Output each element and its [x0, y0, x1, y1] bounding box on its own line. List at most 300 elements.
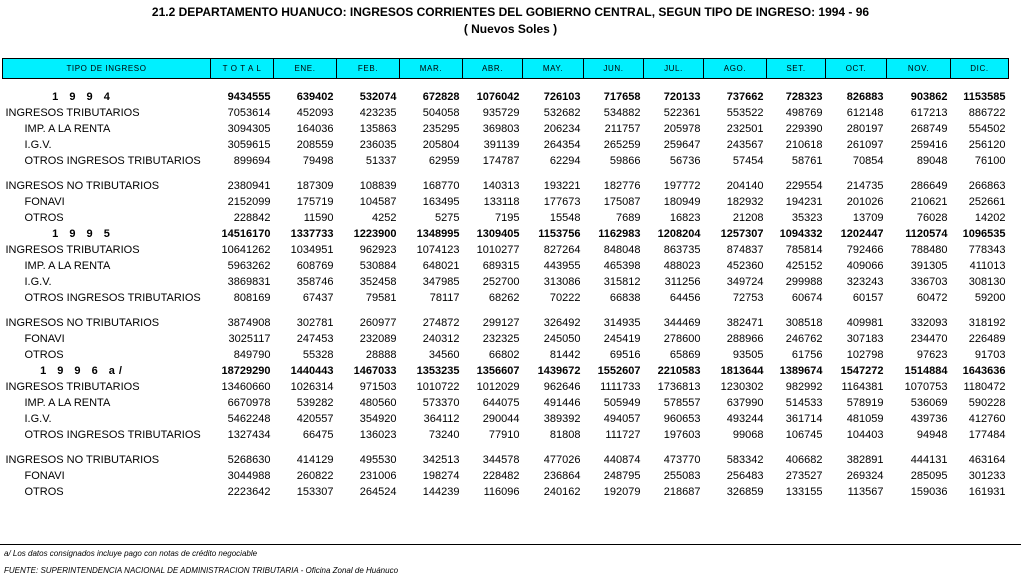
table-row: [3, 290, 1009, 306]
month-cell: 55328: [302, 349, 334, 361]
month-cell: 1012029: [476, 381, 520, 393]
month-cell: 326859: [726, 486, 764, 498]
month-cell: 69516: [609, 349, 641, 361]
month-cell: 423235: [359, 107, 397, 119]
month-cell: 406682: [785, 454, 823, 466]
total-cell: 5963262: [227, 260, 271, 272]
month-cell: 163495: [422, 196, 460, 208]
month-cell: 232089: [359, 333, 397, 345]
month-cell: 94948: [916, 429, 948, 441]
month-cell: 960653: [663, 413, 701, 425]
month-cell: 28888: [365, 349, 397, 361]
month-cell: 15548: [549, 212, 581, 224]
month-cell: 2210583: [657, 365, 701, 377]
row-label: I.G.V.: [24, 276, 52, 288]
month-cell: 505949: [603, 397, 641, 409]
month-cell: 286649: [910, 180, 948, 192]
month-cell: 1120574: [905, 228, 948, 240]
row-label: I.G.V.: [24, 139, 52, 151]
month-cell: 583342: [726, 454, 764, 466]
month-cell: 369803: [482, 123, 520, 135]
month-cell: 243567: [726, 139, 764, 151]
month-cell: 1153585: [963, 91, 1006, 103]
month-cell: 66475: [302, 429, 334, 441]
total-cell: 14516170: [221, 228, 271, 240]
month-cell: 344469: [663, 317, 701, 329]
month-cell: 364112: [423, 413, 460, 425]
month-cell: 590228: [968, 397, 1006, 409]
month-cell: 1153756: [538, 228, 581, 240]
month-cell: 205978: [663, 123, 701, 135]
month-cell: 252700: [482, 276, 520, 288]
month-cell: 344578: [482, 454, 520, 466]
header-row: [3, 59, 1009, 79]
month-cell: 60157: [852, 292, 884, 304]
total-cell: 13460660: [221, 381, 271, 393]
column-header: SET.: [767, 59, 826, 79]
month-cell: 1356607: [476, 365, 520, 377]
table-row: [3, 484, 1009, 500]
total-cell: 7053614: [227, 107, 271, 119]
month-cell: 66802: [488, 349, 520, 361]
month-cell: 259647: [663, 139, 701, 151]
month-cell: 539282: [296, 397, 334, 409]
month-cell: 717658: [603, 91, 641, 103]
month-cell: 226489: [968, 333, 1006, 345]
column-header: OCT.: [826, 59, 887, 79]
month-cell: 61756: [791, 349, 823, 361]
year-total-row: [3, 226, 1009, 242]
month-cell: 444131: [910, 454, 948, 466]
month-cell: 240162: [543, 486, 581, 498]
month-cell: 1094332: [779, 228, 823, 240]
month-cell: 313086: [543, 276, 581, 288]
month-cell: 391139: [483, 139, 520, 151]
month-cell: 1111733: [600, 381, 641, 393]
month-cell: 495530: [359, 454, 397, 466]
row-label: 1 9 9 4: [52, 91, 114, 103]
month-cell: 514533: [785, 397, 823, 409]
month-cell: 278600: [663, 333, 701, 345]
column-header: MAY.: [523, 59, 584, 79]
row-label: IMP. A LA RENTA: [24, 123, 111, 135]
month-cell: 311256: [664, 276, 701, 288]
month-cell: 391305: [910, 260, 948, 272]
month-cell: 1034951: [290, 244, 334, 256]
column-header: FEB.: [337, 59, 400, 79]
month-cell: 236035: [359, 139, 397, 151]
total-cell: 808169: [233, 292, 271, 304]
month-cell: 187309: [296, 180, 334, 192]
month-cell: 382471: [726, 317, 764, 329]
table-row: [3, 395, 1009, 411]
row-label: 1 9 9 6 a/: [40, 365, 126, 377]
month-cell: 58761: [791, 155, 823, 167]
month-cell: 1467033: [353, 365, 397, 377]
month-cell: 35323: [791, 212, 823, 224]
month-cell: 578919: [846, 397, 884, 409]
month-cell: 246762: [785, 333, 823, 345]
month-cell: 64456: [669, 292, 701, 304]
month-cell: 168770: [422, 180, 460, 192]
month-cell: 553522: [726, 107, 764, 119]
table-row: [3, 153, 1009, 169]
row-label: INGRESOS NO TRIBUTARIOS: [5, 317, 160, 329]
row-label: IMP. A LA RENTA: [24, 260, 111, 272]
month-cell: 192079: [603, 486, 641, 498]
month-cell: 116096: [483, 486, 520, 498]
month-cell: 73240: [428, 429, 460, 441]
month-cell: 522361: [663, 107, 701, 119]
month-cell: 177673: [543, 196, 581, 208]
month-cell: 1309405: [476, 228, 520, 240]
month-cell: 252661: [968, 196, 1006, 208]
footer-divider: [0, 544, 1021, 545]
month-cell: 1010277: [476, 244, 520, 256]
month-cell: 269324: [846, 470, 884, 482]
month-cell: 578557: [663, 397, 701, 409]
table-row: [3, 379, 1009, 395]
column-header: JUN.: [584, 59, 644, 79]
month-cell: 174787: [482, 155, 520, 167]
month-cell: 67437: [302, 292, 334, 304]
total-cell: 18729290: [221, 365, 271, 377]
month-cell: 104587: [359, 196, 397, 208]
month-cell: 465398: [603, 260, 641, 272]
total-cell: 5268630: [227, 454, 271, 466]
total-cell: 849790: [233, 349, 271, 361]
month-cell: 106745: [785, 429, 823, 441]
column-header: T O T A L: [211, 59, 274, 79]
month-cell: 266863: [968, 180, 1006, 192]
total-cell: 10641262: [221, 244, 271, 256]
month-cell: 70854: [852, 155, 884, 167]
month-cell: 439736: [910, 413, 948, 425]
month-cell: 16823: [669, 212, 701, 224]
month-cell: 1389674: [779, 365, 823, 377]
month-cell: 792466: [846, 244, 884, 256]
month-cell: 308130: [968, 276, 1006, 288]
spacer-row: [3, 443, 1009, 452]
month-cell: 1257307: [720, 228, 764, 240]
month-cell: 205804: [422, 139, 460, 151]
month-cell: 608769: [296, 260, 334, 272]
month-cell: 452360: [726, 260, 764, 272]
month-cell: 99068: [732, 429, 764, 441]
month-cell: 1180472: [963, 381, 1006, 393]
income-table: [2, 58, 1009, 500]
month-cell: 193221: [543, 180, 581, 192]
month-cell: 1076042: [476, 91, 520, 103]
month-cell: 180949: [663, 196, 701, 208]
month-cell: 264524: [359, 486, 397, 498]
month-cell: 639402: [296, 91, 334, 103]
month-cell: 72753: [732, 292, 764, 304]
row-label: INGRESOS TRIBUTARIOS: [5, 107, 140, 119]
month-cell: 274872: [422, 317, 460, 329]
month-cell: 256483: [726, 470, 764, 482]
month-cell: 827264: [543, 244, 581, 256]
year-total-row: [3, 89, 1009, 105]
month-cell: 452093: [296, 107, 334, 119]
month-cell: 62959: [428, 155, 460, 167]
month-cell: 785814: [785, 244, 823, 256]
month-cell: 336703: [910, 276, 948, 288]
month-cell: 307183: [846, 333, 884, 345]
month-cell: 1337733: [290, 228, 334, 240]
month-cell: 182932: [726, 196, 764, 208]
month-cell: 136023: [359, 429, 397, 441]
row-label: 1 9 9 5: [52, 228, 114, 240]
row-label: INGRESOS NO TRIBUTARIOS: [5, 180, 160, 192]
month-cell: 208559: [296, 139, 334, 151]
table-row: [3, 105, 1009, 121]
total-cell: 6670978: [227, 397, 271, 409]
month-cell: 481059: [846, 413, 884, 425]
month-cell: 197772: [663, 180, 701, 192]
month-cell: 326492: [543, 317, 581, 329]
month-cell: 59866: [609, 155, 641, 167]
row-label: OTROS INGRESOS TRIBUTARIOS: [24, 429, 201, 441]
total-cell: 3874908: [227, 317, 271, 329]
month-cell: 358746: [296, 276, 334, 288]
month-cell: 962646: [543, 381, 581, 393]
month-cell: 1010722: [416, 381, 460, 393]
month-cell: 285095: [910, 470, 948, 482]
month-cell: 1643636: [962, 365, 1006, 377]
table-row: [3, 274, 1009, 290]
month-cell: 79581: [365, 292, 397, 304]
month-cell: 76100: [974, 155, 1006, 167]
month-cell: 720133: [663, 91, 701, 103]
row-label: OTROS INGRESOS TRIBUTARIOS: [24, 155, 201, 167]
column-header: ENE.: [274, 59, 337, 79]
month-cell: 411013: [969, 260, 1006, 272]
table-row: [3, 194, 1009, 210]
month-cell: 210621: [910, 196, 948, 208]
table-row: [3, 331, 1009, 347]
month-cell: 443955: [543, 260, 581, 272]
spacer-row: [3, 79, 1009, 90]
month-cell: 494057: [603, 413, 641, 425]
month-cell: 644075: [482, 397, 520, 409]
month-cell: 4252: [372, 212, 397, 224]
month-cell: 1547272: [840, 365, 884, 377]
month-cell: 1202447: [840, 228, 884, 240]
month-cell: 79498: [302, 155, 334, 167]
spacer-cell: [3, 169, 1009, 178]
table-row: [3, 347, 1009, 363]
table-row: [3, 258, 1009, 274]
month-cell: 1736813: [657, 381, 701, 393]
month-cell: 480560: [359, 397, 397, 409]
month-cell: 280197: [846, 123, 884, 135]
month-cell: 1026314: [290, 381, 334, 393]
month-cell: 229554: [785, 180, 823, 192]
column-header-label: TIPO DE INGRESO: [3, 59, 211, 79]
month-cell: 534882: [603, 107, 641, 119]
month-cell: 70222: [549, 292, 581, 304]
month-cell: 409066: [846, 260, 884, 272]
month-cell: 1162983: [598, 228, 641, 240]
month-cell: 737662: [726, 91, 764, 103]
month-cell: 1439672: [537, 365, 581, 377]
row-label: OTROS INGRESOS TRIBUTARIOS: [24, 292, 201, 304]
column-header: JUL.: [644, 59, 704, 79]
month-cell: 261097: [846, 139, 884, 151]
month-cell: 1074123: [416, 244, 460, 256]
month-cell: 689315: [482, 260, 520, 272]
month-cell: 91703: [974, 349, 1006, 361]
month-cell: 412760: [968, 413, 1006, 425]
month-cell: 1223900: [353, 228, 397, 240]
month-cell: 332093: [910, 317, 948, 329]
month-cell: 182776: [603, 180, 641, 192]
month-cell: 962923: [359, 244, 397, 256]
month-cell: 97623: [916, 349, 948, 361]
month-cell: 352458: [359, 276, 397, 288]
month-cell: 637990: [726, 397, 764, 409]
table-row: [3, 210, 1009, 226]
month-cell: 473770: [663, 454, 701, 466]
month-cell: 1208204: [657, 228, 701, 240]
month-cell: 14202: [974, 212, 1006, 224]
month-cell: 11590: [303, 212, 334, 224]
month-cell: 13709: [852, 212, 884, 224]
month-cell: 935729: [482, 107, 520, 119]
month-cell: 255083: [663, 470, 701, 482]
month-cell: 420557: [296, 413, 334, 425]
month-cell: 77910: [488, 429, 520, 441]
month-cell: 133118: [483, 196, 520, 208]
row-label: I.G.V.: [24, 413, 52, 425]
total-cell: 3094305: [227, 123, 271, 135]
table-row: [3, 242, 1009, 258]
month-cell: 78117: [429, 292, 460, 304]
month-cell: 240312: [422, 333, 460, 345]
month-cell: 288966: [726, 333, 764, 345]
spacer-cell: [3, 443, 1009, 452]
month-cell: 532682: [543, 107, 581, 119]
month-cell: 51337: [365, 155, 397, 167]
month-cell: 268749: [910, 123, 948, 135]
month-cell: 290044: [482, 413, 520, 425]
month-cell: 886722: [968, 107, 1006, 119]
month-cell: 1164381: [841, 381, 884, 393]
total-cell: 5462248: [227, 413, 271, 425]
table-row: [3, 178, 1009, 194]
column-header: DIC.: [951, 59, 1009, 79]
table-row: [3, 427, 1009, 443]
row-label: INGRESOS TRIBUTARIOS: [5, 381, 140, 393]
month-cell: 68262: [488, 292, 520, 304]
month-cell: 488023: [663, 260, 701, 272]
month-cell: 140313: [482, 180, 520, 192]
month-cell: 235295: [422, 123, 460, 135]
month-cell: 903862: [910, 91, 948, 103]
month-cell: 153307: [296, 486, 334, 498]
month-cell: 874837: [726, 244, 764, 256]
table-row: [3, 121, 1009, 137]
row-label: FONAVI: [24, 333, 65, 345]
month-cell: 62294: [549, 155, 581, 167]
month-cell: 65869: [669, 349, 701, 361]
total-cell: 2223642: [227, 486, 271, 498]
spacer-cell: [3, 79, 1009, 90]
table-row: [3, 452, 1009, 468]
month-cell: 504058: [422, 107, 460, 119]
spacer-cell: [3, 306, 1009, 315]
column-header: MAR.: [400, 59, 463, 79]
month-cell: 1552607: [597, 365, 641, 377]
row-label: FONAVI: [24, 196, 65, 208]
month-cell: 57454: [732, 155, 764, 167]
month-cell: 194231: [785, 196, 823, 208]
total-cell: 3059615: [227, 139, 271, 151]
month-cell: 144239: [422, 486, 460, 498]
month-cell: 826883: [846, 91, 884, 103]
month-cell: 245419: [603, 333, 641, 345]
month-cell: 21208: [732, 212, 764, 224]
table-body: [3, 79, 1009, 501]
month-cell: 104403: [846, 429, 884, 441]
month-cell: 218687: [663, 486, 701, 498]
month-cell: 409981: [846, 317, 884, 329]
month-cell: 354920: [359, 413, 397, 425]
row-label: OTROS: [24, 212, 64, 224]
table-row: [3, 137, 1009, 153]
month-cell: 302781: [296, 317, 334, 329]
month-cell: 1348995: [416, 228, 460, 240]
column-header: NOV.: [887, 59, 951, 79]
month-cell: 66838: [609, 292, 641, 304]
month-cell: 425152: [785, 260, 823, 272]
month-cell: 1514884: [904, 365, 948, 377]
month-cell: 788480: [910, 244, 948, 256]
row-label: IMP. A LA RENTA: [24, 397, 111, 409]
row-label: OTROS: [24, 486, 64, 498]
month-cell: 56736: [669, 155, 701, 167]
row-label: INGRESOS TRIBUTARIOS: [5, 244, 140, 256]
month-cell: 201026: [846, 196, 884, 208]
month-cell: 361714: [785, 413, 823, 425]
month-cell: 210618: [785, 139, 823, 151]
month-cell: 161931: [968, 486, 1006, 498]
footnote: a/ Los datos consignados incluye pago con notas de crédito negociable: [4, 549, 258, 558]
month-cell: 1070753: [904, 381, 948, 393]
month-cell: 573370: [422, 397, 460, 409]
month-cell: 204140: [726, 180, 764, 192]
total-cell: 228842: [233, 212, 271, 224]
month-cell: 34560: [428, 349, 460, 361]
month-cell: 214735: [846, 180, 884, 192]
month-cell: 1440443: [290, 365, 334, 377]
month-cell: 273527: [785, 470, 823, 482]
month-cell: 971503: [359, 381, 397, 393]
month-cell: 265259: [603, 139, 641, 151]
month-cell: 59200: [974, 292, 1006, 304]
month-cell: 135863: [359, 123, 397, 135]
month-cell: 164036: [296, 123, 334, 135]
total-cell: 1327434: [227, 429, 271, 441]
total-cell: 3044988: [227, 470, 271, 482]
month-cell: 463164: [968, 454, 1006, 466]
month-cell: 260822: [296, 470, 334, 482]
month-cell: 498769: [785, 107, 823, 119]
month-cell: 323243: [846, 276, 884, 288]
month-cell: 248795: [603, 470, 641, 482]
month-cell: 234470: [910, 333, 948, 345]
